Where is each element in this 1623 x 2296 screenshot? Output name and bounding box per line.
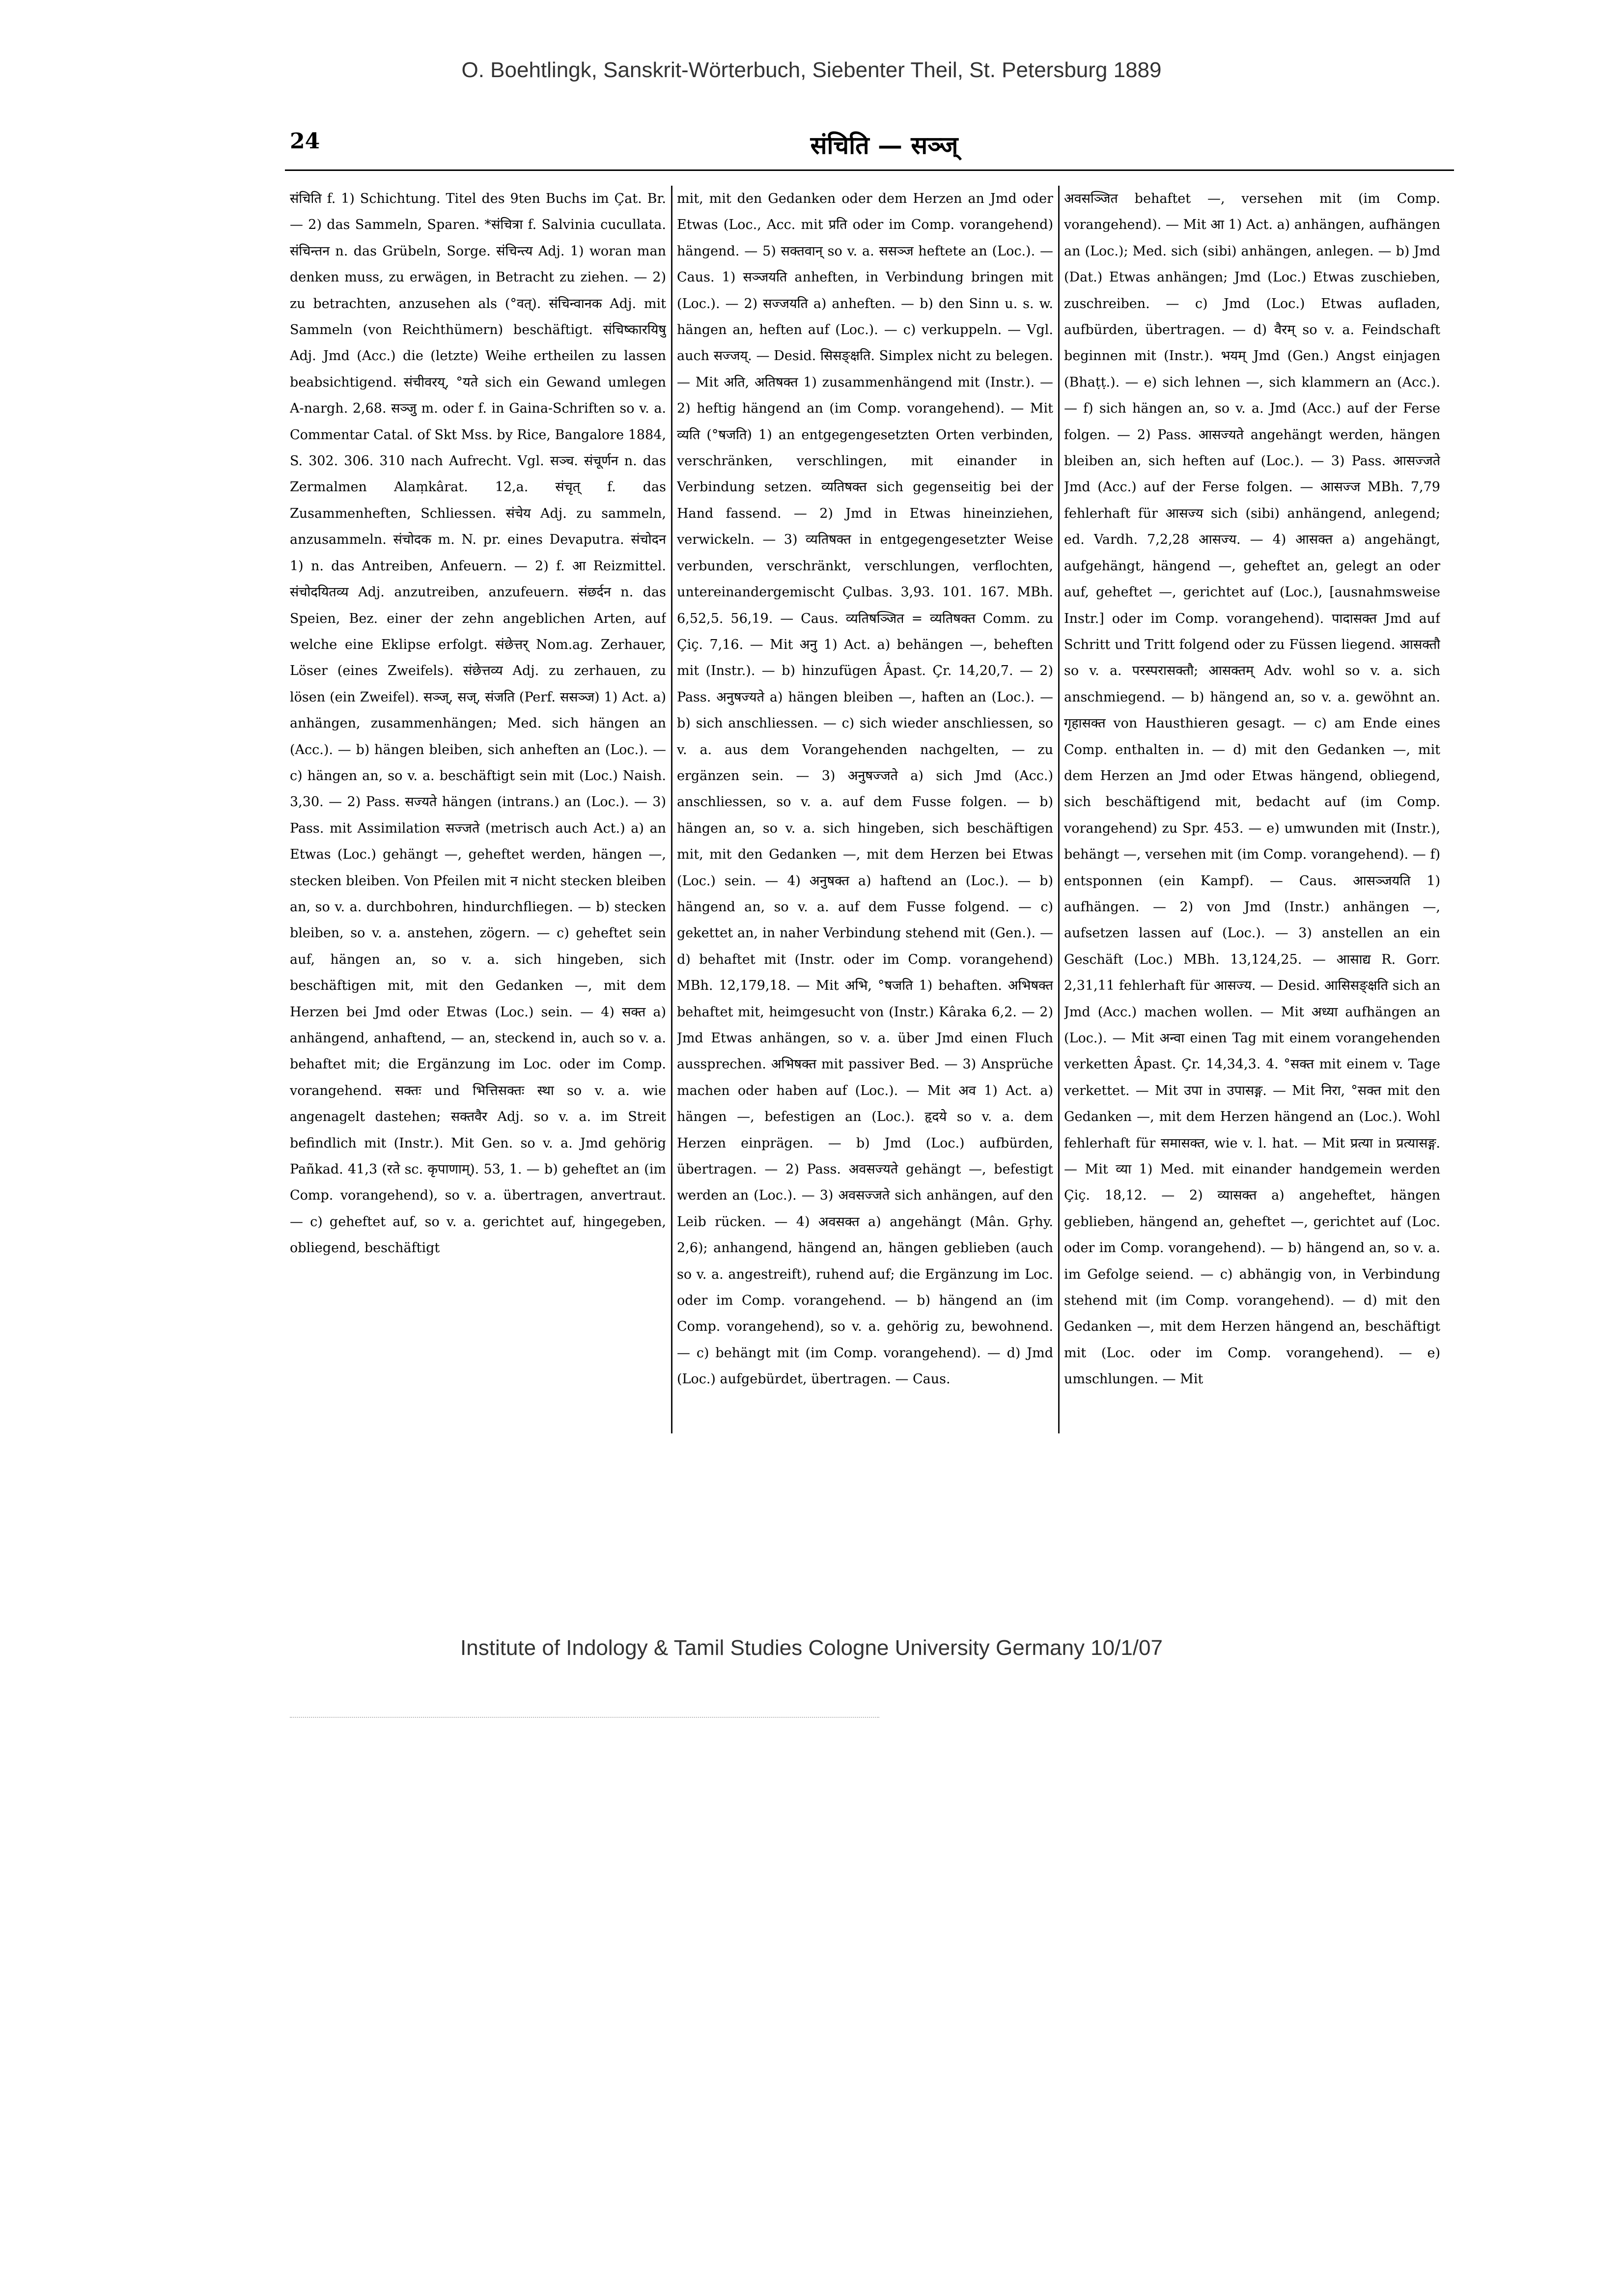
column-text: mit, mit den Gedanken oder dem Herzen an Jmd oder Etwas (Loc., Acc. mit प्रति oder im Comp. vorangehend) hängend. — 5) सक्तवान् so v. a. ससञ्ज heftete an (Loc.). — Caus. 1) सञ्जयति anheften, in Verbindung bringen mit (Loc.). — 2) सज्जयति a) anheften. — b) den Sinn u. s. w. hängen an, heften auf (Loc.). — c) verkuppeln. — Vgl. auch सज्जय्. — Desid. सिसङ्क्षति. Simplex nicht zu belegen. — Mit अति, अतिषक्त 1) zusammenhängend mit (Instr.). — 2) heftig hängend an (im Comp. vorangehend). — Mit व्यति (°षजति) 1) an entgegengesetzten Orten verbinden, verschränken, verschlingen, mit einander in Verbindung setzen. व्यतिषक्त sich gegenseitig bei der Hand fassend. — 2) Jmd in Etwas hineinziehen, verwickeln. — 3) व्यतिषक्त in entgegengesetzter Weise verbunden, verschränkt, verschlungen, verflochten, untereinandergemischt Çulbas. 3,93. 101. 167. MBh. 6,52,5. 56,19. — Caus. व्यतिषञ्जित = व्यतिषक्त Comm. zu Çiç. 7,16. — Mit अनु 1) Act. a) behängen —, beheften mit (Instr.). — b) hinzufügen Âpast. Çr. 14,20,7. — 2) Pass. अनुषज्यते a) hängen bleiben —, haften an (Loc.). — b) sich anschliessen. — c) sich wieder anschliessen, so v. a. aus dem Vorangehenden nachgelten, — zu ergänzen sein. — 3) अनुषज्जते a) sich Jmd (Acc.) anschliessen, so v. a. auf dem Fusse folgen. — b) hängen an, so v. a. sich hingeben, sich beschäftigen mit, mit den Gedanken —, mit dem Herzen bei Etwas (Loc.) sein. — 4) अनुषक्त a) haftend an (Loc.). — b) hängend an, so v. a. auf dem Fusse folgend. — c) gekettet an, in naher Verbindung stehend mit (Gen.). — d) behaftet mit (Instr. oder im Comp. vorangehend) MBh. 12,179,18. — Mit अभि, °षजति 1) behaften. अभिषक्त behaftet mit, heimgesucht von (Instr.) Kâraka 6,2. — 2) Jmd Etwas anhängen, so v. a. über Jmd einen Fluch aussprechen. अभिषक्त mit passiver Bed. — 3) Ansprüche machen oder haben auf (Loc.). — Mit अव 1) Act. a) hängen —, befestigen an (Loc.). हृदये so v. a. dem Herzen einprägen. — b) Jmd (Loc.) aufbürden, übertragen. — 2) Pass. अवसज्यते gehängt —, befestigt werden an (Loc.). — 3) अवसज्जते sich anhängen, auf den Leib rücken. — 4) अवसक्त a) angehängt (Mân. Gṛhy. 2,6); anhangend, hängend an, hängen geblieben (auch so v. a. angestreift), ruhend auf; die Ergänzung im Loc. oder im Comp. vorangehend. — b) hängend an (im Comp. vorangehend), so v. a. gehörig zu, bewohnend. — c) behängt mit (im Comp. vorangehend). — d) Jmd (Loc.) aufgebürdet, übertragen. — Caus. [677, 191, 1053, 1387]
header-rule [285, 169, 1454, 171]
dictionary-column-1 [290, 186, 666, 1433]
column-divider [671, 186, 672, 1433]
page-number: 24 [290, 129, 320, 154]
column-text: अवसञ्जित behaftet —, versehen mit (im Comp. vorangehend). — Mit आ 1) Act. a) anhängen, aufhängen an (Loc.); Med. sich (sibi) anhängen, anlegen. — b) Jmd (Dat.) Etwas anhängen; Jmd (Loc.) Etwas zuschieben, zuschreiben. — c) Jmd (Loc.) Etwas aufladen, aufbürden, übertragen. — d) वैरम् so v. a. Feindschaft beginnen mit (Instr.). भयम् Jmd (Gen.) Angst einjagen (Bhaṭṭ.). — e) sich lehnen —, sich klammern an (Acc.). — f) sich hängen an, so v. a. Jmd (Acc.) auf der Ferse folgen. — 2) Pass. आसज्यते angehängt werden, hängen bleiben an, sich heften auf (Loc.). — 3) Pass. आसज्जते Jmd (Acc.) auf der Ferse folgen. — आसज्ज MBh. 7,79 fehlerhaft für आसज्य sich (sibi) anhängend, anlegend; ed. Vardh. 7,2,28 आसज्य. — 4) आसक्त a) angehängt, aufgehängt, hängend —, geheftet an, gelegt an oder auf, geheftet —, gerichtet auf (Loc.), [ausnahmsweise Instr.] oder im Comp. vorangehend). पादासक्त Jmd auf Schritt und Tritt folgend oder zu Füssen liegend. आसक्तौ so v. a. परस्परासक्तौ; आसक्तम् Adv. wohl so v. a. sich anschmiegend. — b) hängend an, so v. a. gewöhnt an. गृहासक्त von Hausthieren gesagt. — c) am Ende eines Comp. enthalten in. — d) mit den Gedanken —, mit dem Herzen an Jmd oder Etwas hängend, obliegend, sich beschäftigend mit, bedacht auf (im Comp. vorangehend) zu Spr. 453. — e) umwunden mit (Instr.), behängt —, versehen mit (im Comp. vorangehend). — f) entsponnen (ein Kampf). — Caus. आसञ्जयति 1) aufhängen. — 2) von Jmd (Instr.) anhängen —, aufsetzen lassen auf (Loc.). — 3) anstellen an ein Geschäft (Loc.) MBh. 13,124,25. — आसाद्य R. Gorr. 2,31,11 fehlerhaft für आसज्य. — Desid. आसिसङ्क्षति sich an Jmd (Acc.) machen wollen. — Mit अध्या aufhängen an (Loc.). — Mit अन्वा einen Tag mit einem vorangehenden verketten Âpast. Çr. 14,34,3. 4. °सक्त mit einem v. Tage verkettet. — Mit उपा in उपासङ्ग. — Mit निरा, °सक्त mit den Gedanken —, mit dem Herzen hängend an (Loc.). Wohl fehlerhaft für समासक्त, wie v. l. hat. — Mit प्रत्या in प्रत्यासङ्ग. — Mit व्या 1) Med. mit einander handgemein werden Çiç. 18,12. — 2) व्यासक्त a) angeheftet, hängen geblieben, hängend an, geheftet —, gerichtet auf (Loc. oder im Comp. vorangehend). — b) hängend an, so v. a. im Gefolge seiend. — c) abhängig von, in Verbindung stehend mit (im Comp. vorangehend). — d) mit den Gedanken —, mit dem Herzen hängend an, beschäftigt mit (Loc. oder im Comp. vorangehend). — e) umschlungen. — Mit [1064, 191, 1440, 1387]
footer-line: Institute of Indology & Tamil Studies Cologne University Germany 10/1/07 [460, 1636, 1163, 1660]
dictionary-column-3 [1064, 186, 1440, 1433]
running-head: संचिति — सञ्ज् [810, 131, 958, 160]
header-line: O. Boehtlingk, Sanskrit-Wörterbuch, Siebenter Theil, St. Petersburg 1889 [461, 58, 1162, 82]
dictionary-column-2 [677, 186, 1053, 1433]
column-text: संचिति f. 1) Schichtung. Titel des 9ten Buchs im Çat. Br. — 2) das Sammeln, Sparen. *संचित्रा f. Salvinia cucullata. संचिन्तन n. das Grübeln, Sorge. संचिन्त्य Adj. 1) woran man denken muss, zu erwägen, in Betracht zu ziehen. — 2) zu betrachten, anzusehen als (°वत्). संचिन्वानक Adj. mit Sammeln (von Reichthümern) beschäftigt. संचिष्कारयिषु Adj. Jmd (Acc.) die (letzte) Weihe ertheilen zu lassen beabsichtigend. संचीवरय्, °यते sich ein Gewand umlegen A-nargh. 2,68. सञ्जु m. oder f. in Gaina-Schriften so v. a. Commentar Catal. of Skt Mss. by Rice, Bangalore 1884, S. 302. 306. 310 nach Aufrecht. Vgl. सञ्च. संचूर्णन n. das Zermalmen Alaṃkârat. 12,a. संचृत् f. das Zusammenheften, Schliessen. संचेय Adj. zu sammeln, anzusammeln. संचोदक m. N. pr. eines Devaputra. संचोदन 1) n. das Antreiben, Anfeuern. — 2) f. आ Reizmittel. संचोदयितव्य Adj. anzutreiben, anzufeuern. संछर्दन n. das Speien, Bez. einer der zehn angeblichen Arten, auf welche eine Eklipse erfolgt. संछेत्तर् Nom.ag. Zerhauer, Löser (eines Zweifels). संछेत्तव्य Adj. zu zerhauen, zu lösen (ein Zweifel). सञ्ज्, सज्, संजति (Perf. ससञ्ज) 1) Act. a) anhängen, zusammenhängen; Med. sich hängen an (Acc.). — b) hängen bleiben, sich anheften an (Loc.). — c) hängen an, so v. a. beschäftigt sein mit (Loc.) Naish. 3,30. — 2) Pass. सज्यते hängen (intrans.) an (Loc.). — 3) Pass. mit Assimilation सज्जते (metrisch auch Act.) a) an Etwas (Loc.) gehängt —, geheftet werden, hängen —, stecken bleiben. Von Pfeilen mit न nicht stecken bleiben an, so v. a. durchbohren, hindurchfliegen. — b) stecken bleiben, so v. a. anstehen, zögern. — c) geheftet sein auf, hängen an, so v. a. sich hingeben, sich beschäftigen mit, mit den Gedanken —, mit dem Herzen bei Jmd oder Etwas (Loc.) sein. — 4) सक्त a) anhängend, anhaftend, — an, steckend in, auch so v. a. behaftet mit; die Ergänzung im Loc. oder im Comp. vorangehend. सक्तः und भित्तिसक्तः स्था so v. a. wie angenagelt dastehen; सक्तवैर Adj. so v. a. im Streit befindlich mit (Instr.). Mit Gen. so v. a. Jmd gehörig Pañkad. 41,3 (रते sc. कृपाणाम्). 53, 1. — b) geheftet an (im Comp. vorangehend), so v. a. übertragen, anvertraut. — c) geheftet auf, so v. a. gerichtet auf, hingegeben, obliegend, beschäftigt [290, 191, 666, 1256]
column-divider [1058, 186, 1060, 1433]
scan-artifact [290, 1717, 879, 1719]
